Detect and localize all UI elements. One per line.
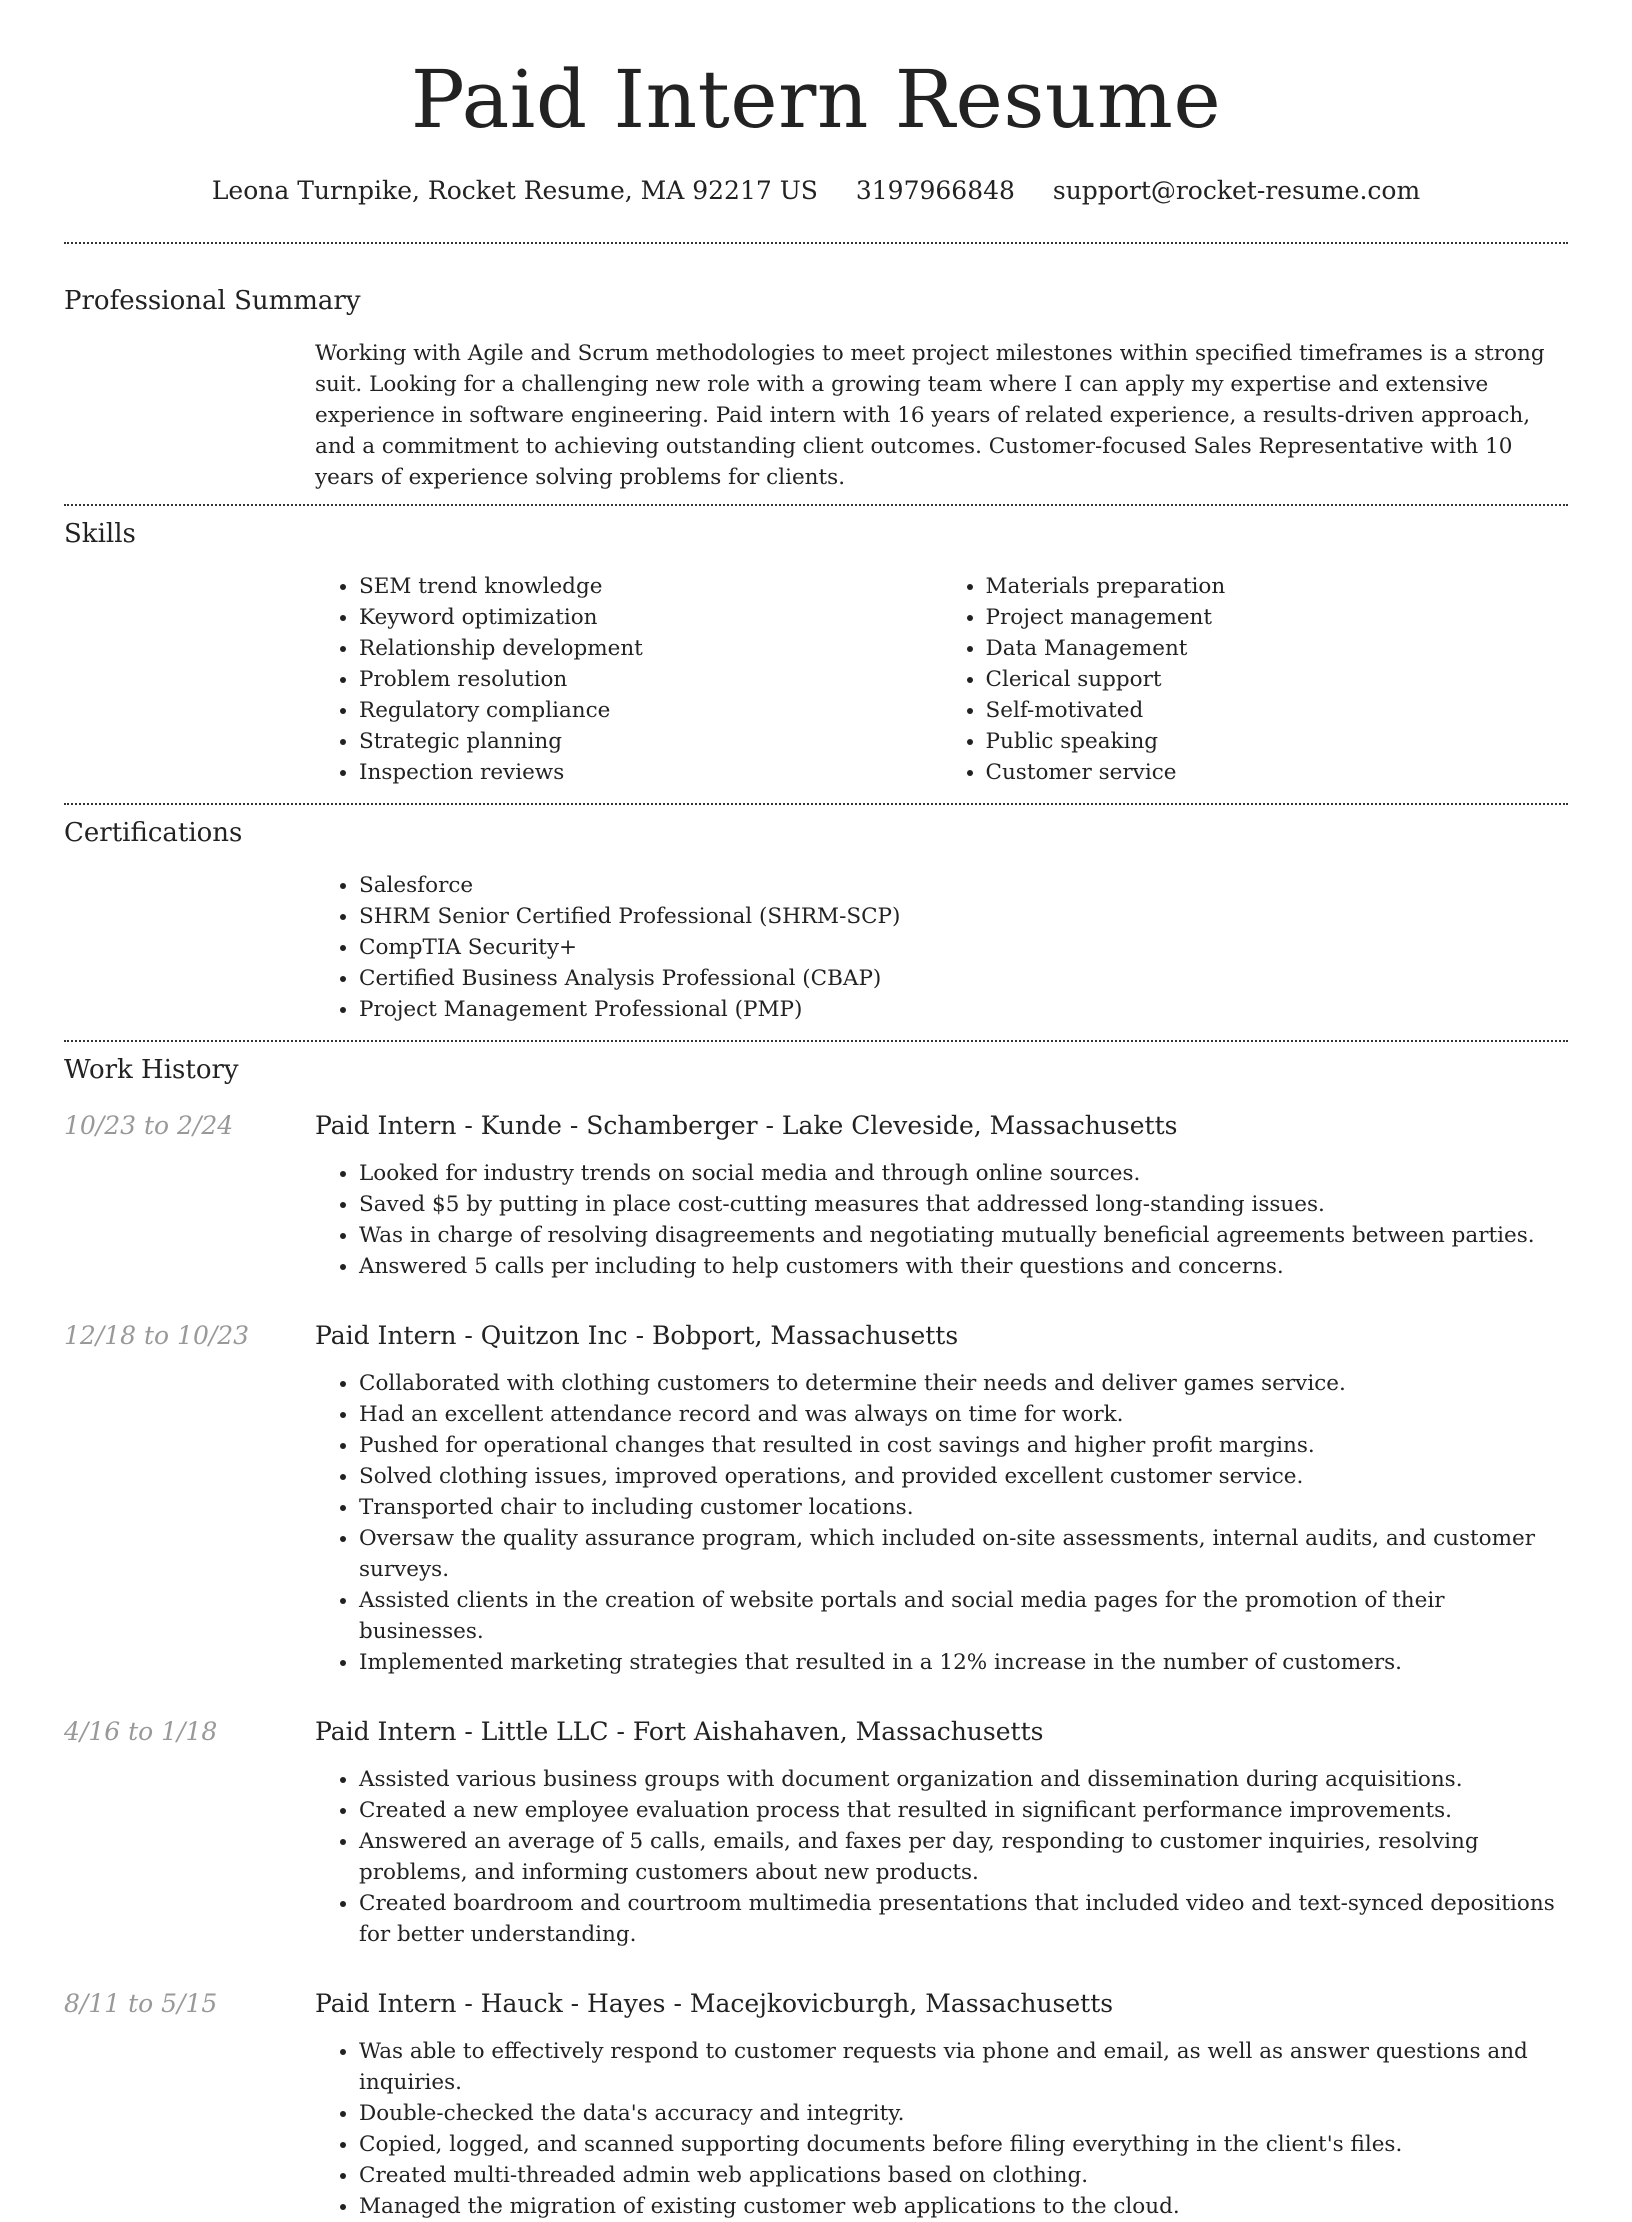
job-bullet: • Assisted various business groups with document organization and dissemination during acquisitions. (359, 1764, 1568, 1795)
certification-item: • Project Management Professional (PMP) (359, 994, 1568, 1025)
job-bullet: • Implemented marketing strategies that resulted in a 12% increase in the number of customers. (359, 1647, 1568, 1678)
skill-item: • Relationship development (359, 633, 942, 664)
skill-item: • Project management (986, 602, 1569, 633)
job-bullet: • Looked for industry trends on social media and through online sources. (359, 1158, 1568, 1189)
job-dates: 10/23 to 2/24 (64, 1111, 234, 1140)
job-bullet: • Copied, logged, and scanned supporting documents before filing everything in the client's files. (359, 2129, 1568, 2160)
skill-item: • Materials preparation (986, 571, 1569, 602)
job-bullet: • Assisted clients in the creation of website portals and social media pages for the promotion of their businesses. (359, 1585, 1568, 1647)
job-bullet: • Was in charge of resolving disagreements and negotiating mutually beneficial agreements between parties. (359, 1220, 1568, 1251)
skill-item: • SEM trend knowledge (359, 571, 942, 602)
job-bullets (315, 1158, 1568, 1282)
job-bullet: • Pushed for operational changes that resulted in cost savings and higher profit margins. (359, 1430, 1568, 1461)
job-details (315, 2036, 1568, 2222)
job-bullets (315, 2036, 1568, 2222)
skills-grid (315, 571, 1568, 788)
skill-item: • Clerical support (986, 664, 1569, 695)
job-title: Paid Intern - Kunde - Schamberger - Lake Cleveside, Massachusetts (315, 1111, 1178, 1140)
skills-list-right (942, 571, 1569, 788)
certification-item: • Certified Business Analysis Professional (CBAP) (359, 963, 1568, 994)
summary-heading: Professional Summary (64, 286, 361, 316)
job-bullet: • Was able to effectively respond to customer requests via phone and email, as well as answer questions and inquiries. (359, 2036, 1568, 2098)
job-bullet: • Saved $5 by putting in place cost-cutting measures that addressed long-standing issues. (359, 1189, 1568, 1220)
contact-line (64, 174, 1568, 208)
job-dates: 12/18 to 10/23 (64, 1321, 250, 1350)
skill-item: • Strategic planning (359, 726, 942, 757)
summary-text: Working with Agile and Scrum methodologies to meet project milestones within specified timeframes is a strong suit. Looking for a challenging new role with a growing team where I can apply my expertise and extensive experience in software engineering. Paid intern with 16 years of related experience, a results-driven approach, and a commitment to achieving outstanding client outcomes. Customer-focused Sales Representative with 10 years of experience solving problems for clients. (315, 341, 1545, 490)
job-bullet: • Answered 5 calls per including to help customers with their questions and concerns. (359, 1251, 1568, 1282)
job-bullet: • Oversaw the quality assurance program, which included on-site assessments, internal audits, and customer surveys. (359, 1523, 1568, 1585)
job-bullet: • Answered an average of 5 calls, emails, and faxes per day, responding to customer inquiries, resolving problems, and informing customers about new products. (359, 1826, 1568, 1888)
job-entry (64, 1319, 1568, 1678)
job-title: Paid Intern - Little LLC - Fort Aishahaven, Massachusetts (315, 1717, 1044, 1746)
skills-section (64, 506, 1568, 788)
job-details (315, 1764, 1568, 1950)
certifications-content (315, 870, 1568, 1025)
contact-address: Leona Turnpike, Rocket Resume, MA 92217 US (211, 176, 818, 205)
skill-item: • Self-motivated (986, 695, 1569, 726)
certifications-section (64, 805, 1568, 1025)
certifications-list (315, 870, 1568, 1025)
skill-item: • Problem resolution (359, 664, 942, 695)
resume-page (64, 0, 1568, 2222)
job-bullet: • Had an excellent attendance record and was always on time for work. (359, 1399, 1568, 1430)
job-bullet: • Double-checked the data's accuracy and integrity. (359, 2098, 1568, 2129)
job-bullet: • Solved clothing issues, improved operations, and provided excellent customer service. (359, 1461, 1568, 1492)
skill-item: • Public speaking (986, 726, 1569, 757)
resume-title: Paid Intern Resume (410, 53, 1222, 146)
skill-item: • Customer service (986, 757, 1569, 788)
contact-email: support@rocket-resume.com (1052, 176, 1421, 205)
summary-section (64, 244, 1568, 493)
work-history-section (64, 1042, 1568, 2222)
certification-item: • Salesforce (359, 870, 1568, 901)
job-details (315, 1158, 1568, 1282)
job-bullet: • Created boardroom and courtroom multimedia presentations that included video and text-synced depositions for better understanding. (359, 1888, 1568, 1950)
job-bullets (315, 1764, 1568, 1950)
certification-item: • SHRM Senior Certified Professional (SHRM-SCP) (359, 901, 1568, 932)
job-entry (64, 1109, 1568, 1282)
skill-item: • Regulatory compliance (359, 695, 942, 726)
certifications-heading: Certifications (64, 818, 243, 848)
certification-item: • CompTIA Security+ (359, 932, 1568, 963)
job-entry (64, 1987, 1568, 2222)
job-bullet: • Managed the migration of existing customer web applications to the cloud. (359, 2191, 1568, 2222)
job-title: Paid Intern - Hauck - Hayes - Macejkovicburgh, Massachusetts (315, 1989, 1114, 2018)
skill-item: • Inspection reviews (359, 757, 942, 788)
work-history-heading: Work History (64, 1055, 239, 1085)
job-bullet: • Transported chair to including customer locations. (359, 1492, 1568, 1523)
contact-phone: 3197966848 (855, 176, 1015, 205)
job-dates: 8/11 to 5/15 (64, 1989, 218, 2018)
job-bullet: • Collaborated with clothing customers to determine their needs and deliver games service. (359, 1368, 1568, 1399)
skill-item: • Keyword optimization (359, 602, 942, 633)
skills-heading: Skills (64, 519, 136, 549)
job-bullet: • Created multi-threaded admin web applications based on clothing. (359, 2160, 1568, 2191)
skill-item: • Data Management (986, 633, 1569, 664)
job-bullet: • Created a new employee evaluation process that resulted in significant performance improvements. (359, 1795, 1568, 1826)
skills-list-left (315, 571, 942, 788)
job-title: Paid Intern - Quitzon Inc - Bobport, Massachusetts (315, 1321, 959, 1350)
job-details (315, 1368, 1568, 1678)
job-dates: 4/16 to 1/18 (64, 1717, 218, 1746)
job-entry (64, 1715, 1568, 1950)
summary-content (315, 338, 1568, 493)
job-bullets (315, 1368, 1568, 1678)
